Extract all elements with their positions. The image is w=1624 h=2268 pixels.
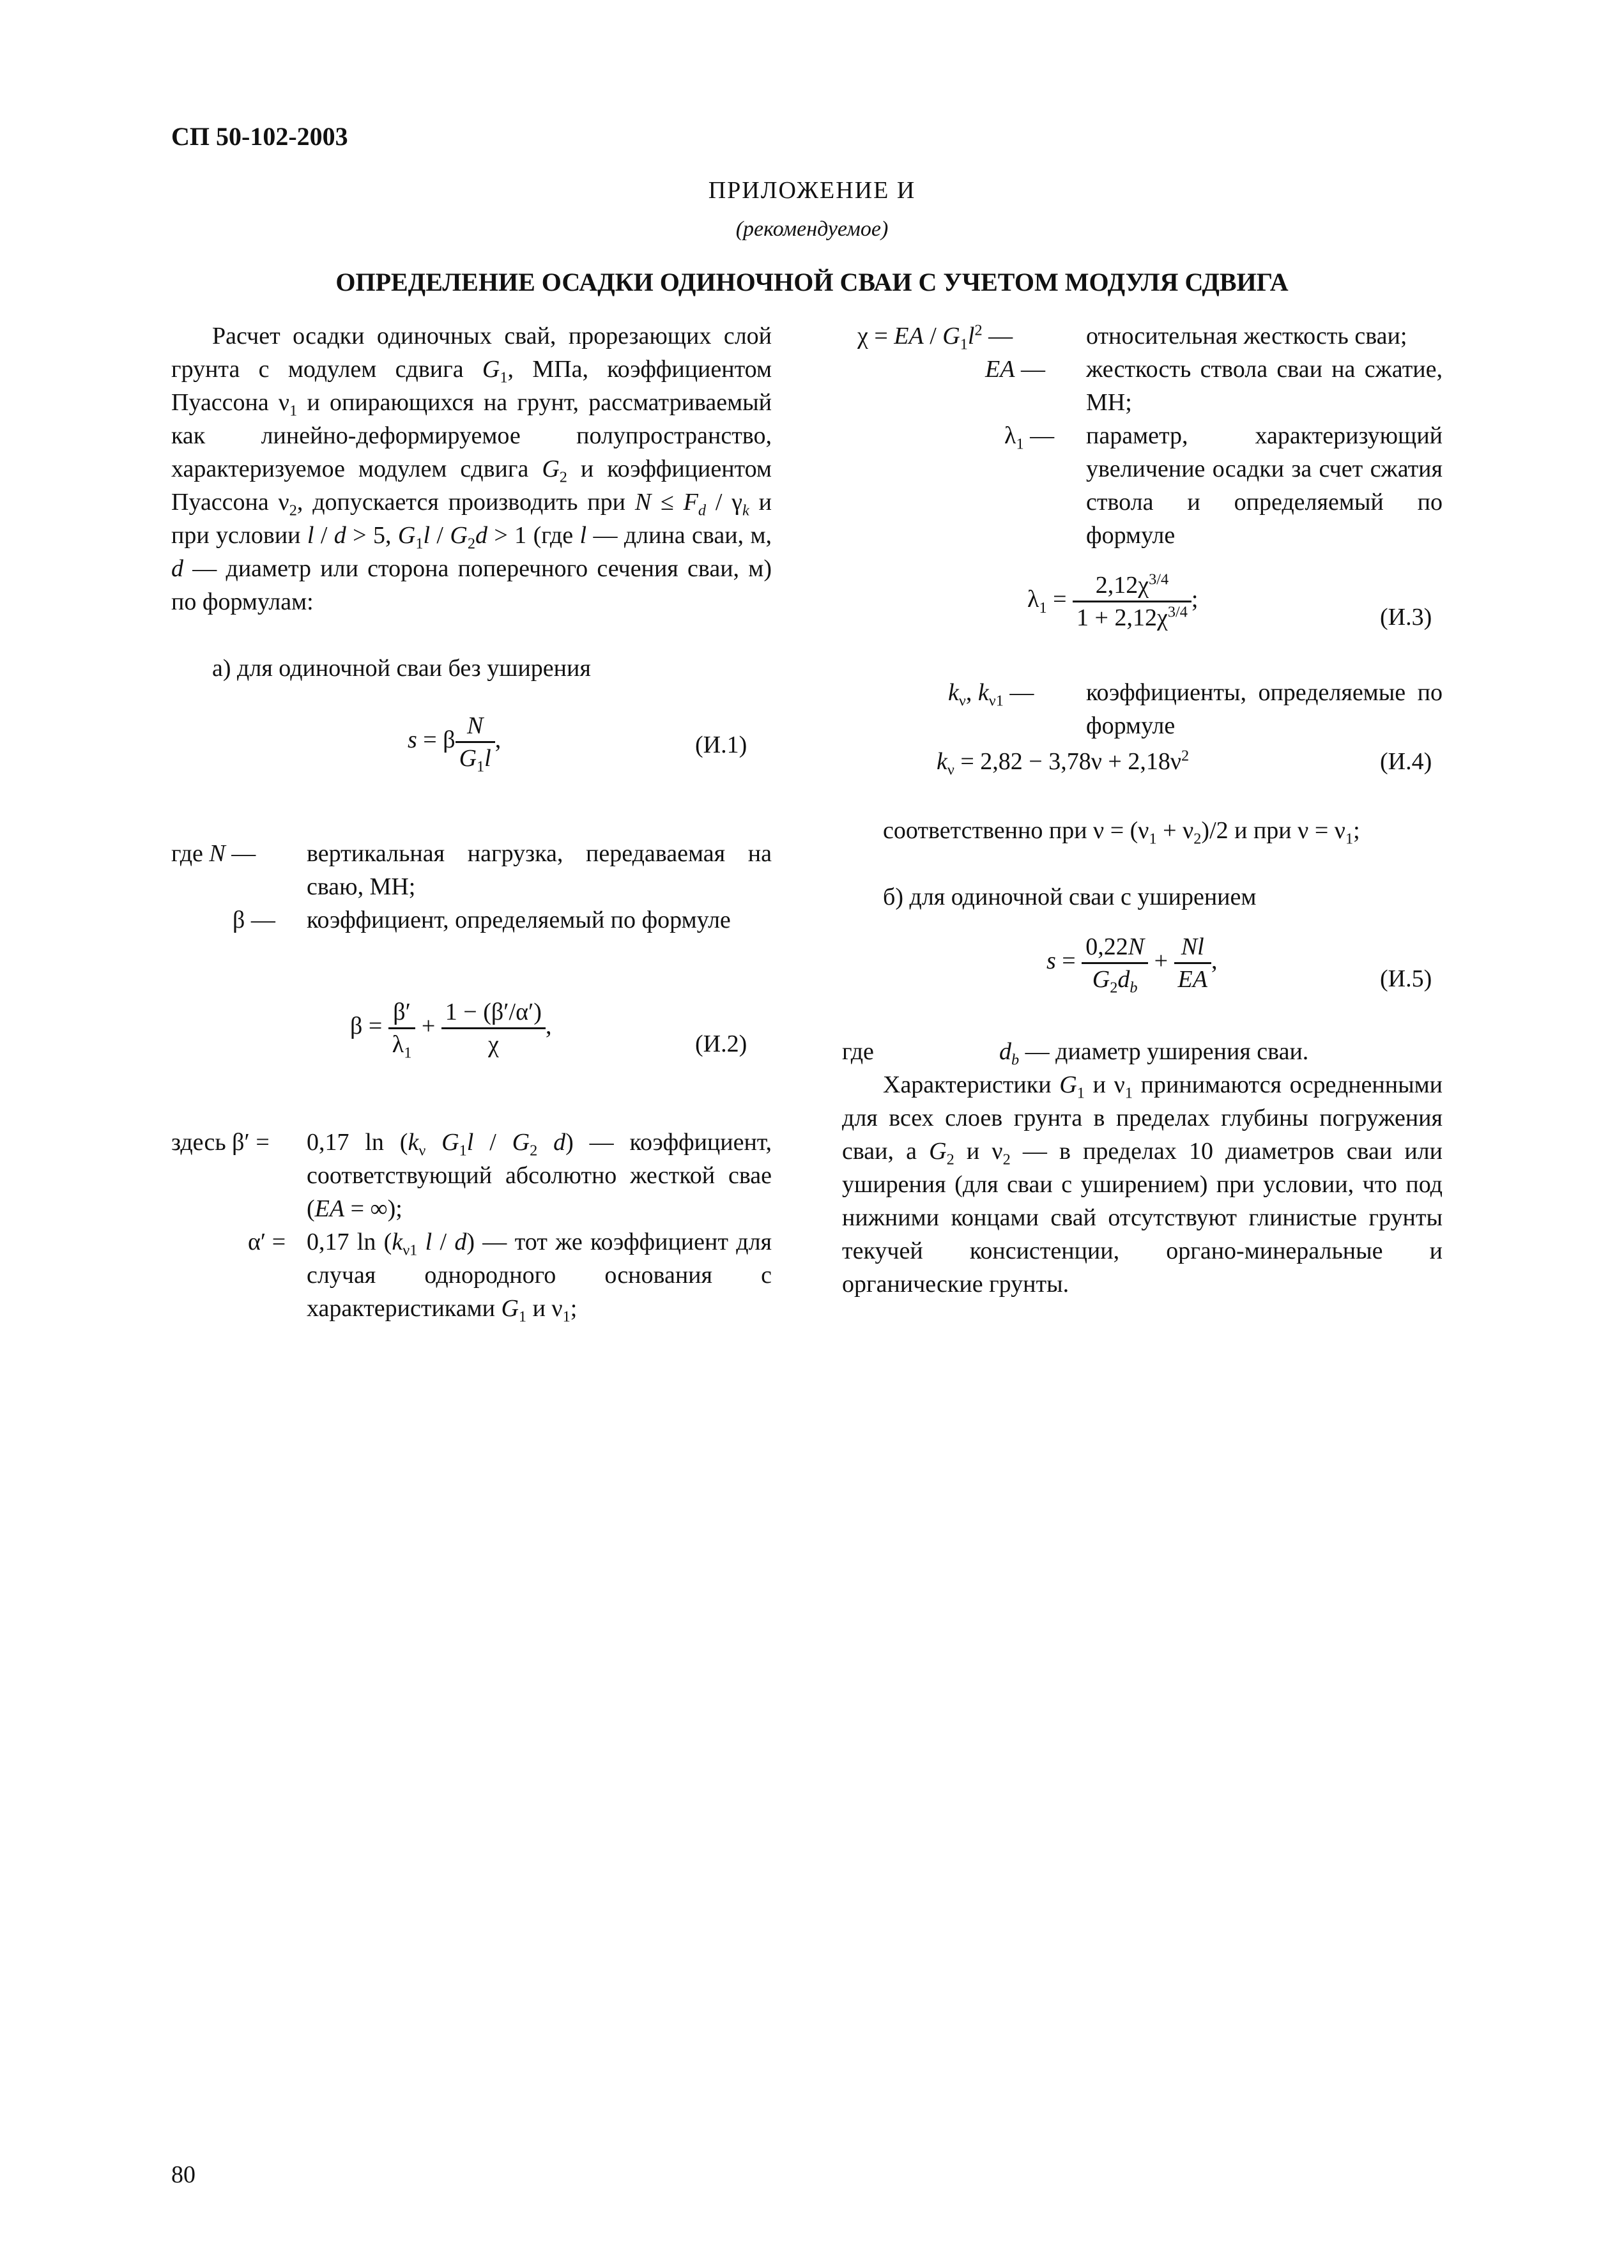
right-column xyxy=(842,319,1443,1597)
symbol-ea: EA — xyxy=(985,356,1045,383)
definition-db: $d_b$ — диаметр уширения сваи. xyxy=(999,1038,1309,1069)
characteristics-paragraph: Характеристики $G_1$ и $\nu_1$ принимаются осредненными для всех слоев грунта в пределах глубины погружения сваи, а $G_2$ и $\nu_2$ — в пределах 10 диаметров сваи или уширения (для сваи с уширением) при условии, что под нижними концами свай отсутствуют глинистые грунты текучей консистенции, органо-минеральные и органические грунты. xyxy=(842,1071,1443,1298)
left-column xyxy=(171,319,772,1597)
equation-number-i5: (И.5) xyxy=(1380,965,1432,992)
equation-number-i4: (И.4) xyxy=(1380,748,1432,775)
case-b-text: б) для одиночной сваи с уширением xyxy=(883,884,1257,910)
definition-chi: относительная жесткость сваи; xyxy=(1086,323,1407,349)
appendix-label: ПРИЛОЖЕНИЕ И xyxy=(708,177,916,204)
appendix-title: ОПРЕДЕЛЕНИЕ ОСАДКИ ОДИНОЧНОЙ СВАИ С УЧЕТОМ МОДУЛЯ СДВИГА xyxy=(335,268,1289,296)
definition-beta: коэффициент, определяемый по формуле xyxy=(307,907,731,933)
appendix-status: (рекомендуемое) xyxy=(735,217,889,241)
where-word: где xyxy=(171,840,203,867)
page-number: 80 xyxy=(171,2161,195,2188)
case-a-text: а) для одиночной сваи без уширения xyxy=(212,655,591,682)
here-label-beta-prime: здесь β′ = xyxy=(171,1129,270,1156)
symbol-beta: β — xyxy=(233,907,275,933)
definition-alpha-prime: 0,17 $\ln (k_{\nu 1}$ l / d) — тот же коэффициент для случая однородного основания с характеристиками $G_1$ и $\nu_1$; xyxy=(307,1229,772,1326)
symbol-chi: χ = EA / $G_1l^2$ — xyxy=(857,321,1013,353)
equation-number-i3: (И.3) xyxy=(1380,604,1432,631)
formula-i1: s = β $\frac{N}{G_1l}$ , xyxy=(408,710,501,774)
symbol-lambda1: $\lambda_1$ — xyxy=(1004,422,1055,453)
definition-n: вертикальная нагрузка, передаваемая на сваю, МН; xyxy=(307,840,772,900)
definition-beta-prime: 0,17 $\ln (k_\nu$ $G_1l / G_2$ d) — коэффициент, соответствующий абсолютно жесткой свае (EA = ∞); xyxy=(307,1129,772,1222)
intro-paragraph: Расчет осадки одиночных свай, прорезающих слой грунта с модулем сдвига $G_1$, МПа, коэффициентом Пуассона $\nu_1$ и опирающихся на грунт, рассматриваемый как линейно-деформируемое полупространство, характеризуемое модулем сдвига $G_2$ и коэффициентом Пуассона $\nu_2$, допускается производить при $N \le F_d / \gamma_k$ и при условии l / d > 5, $G_1l / G_2d > 1$ (где l — длина сваи, м, d — диаметр или сторона поперечного сечения сваи, м) по формулам: xyxy=(171,323,772,615)
formula-i2: β = $\frac{\beta'}{\lambda_1}$ + $\frac{1 - (\beta'/\alpha')}{\chi}$ , xyxy=(350,997,551,1060)
where-label-db: где xyxy=(842,1038,874,1065)
definition-kv: коэффициенты, определяемые по формуле xyxy=(1086,679,1443,739)
definition-lambda1: параметр, характеризующий увеличение осадки за счет сжатия ствола и определяемый по формуле xyxy=(1086,422,1443,549)
formula-i5: s = $\frac{0,22N}{G_2d_b}$ + $\frac{Nl}{EA}$ , xyxy=(1046,931,1217,995)
equation-number-i2: (И.2) xyxy=(695,1031,747,1057)
definition-ea: жесткость ствола сваи на сжатие, МН; xyxy=(1086,356,1443,416)
here-word: здесь xyxy=(171,1129,226,1156)
symbol-alpha-prime: α′ = xyxy=(248,1229,286,1255)
where-label-n: где N — xyxy=(171,840,256,867)
respectively-text: соответственно при $\nu = (\nu_1 + \nu_2)/2$ и при $\nu = \nu_1$; xyxy=(883,817,1360,848)
formula-i4: $k_\nu = 2,82 - 3,78\nu + 2,18\nu^2$ xyxy=(937,747,1190,779)
equation-number-i1: (И.1) xyxy=(695,732,747,758)
formula-i3: $\lambda_1$ = $\frac{2,12\chi^{3/4}}{1 + 2,12\chi^{3/4}}$ ; xyxy=(1027,571,1199,631)
document-code: СП 50-102-2003 xyxy=(171,122,348,151)
symbol-kv: $k_\nu$, $k_{\nu 1}$ — xyxy=(948,679,1034,710)
